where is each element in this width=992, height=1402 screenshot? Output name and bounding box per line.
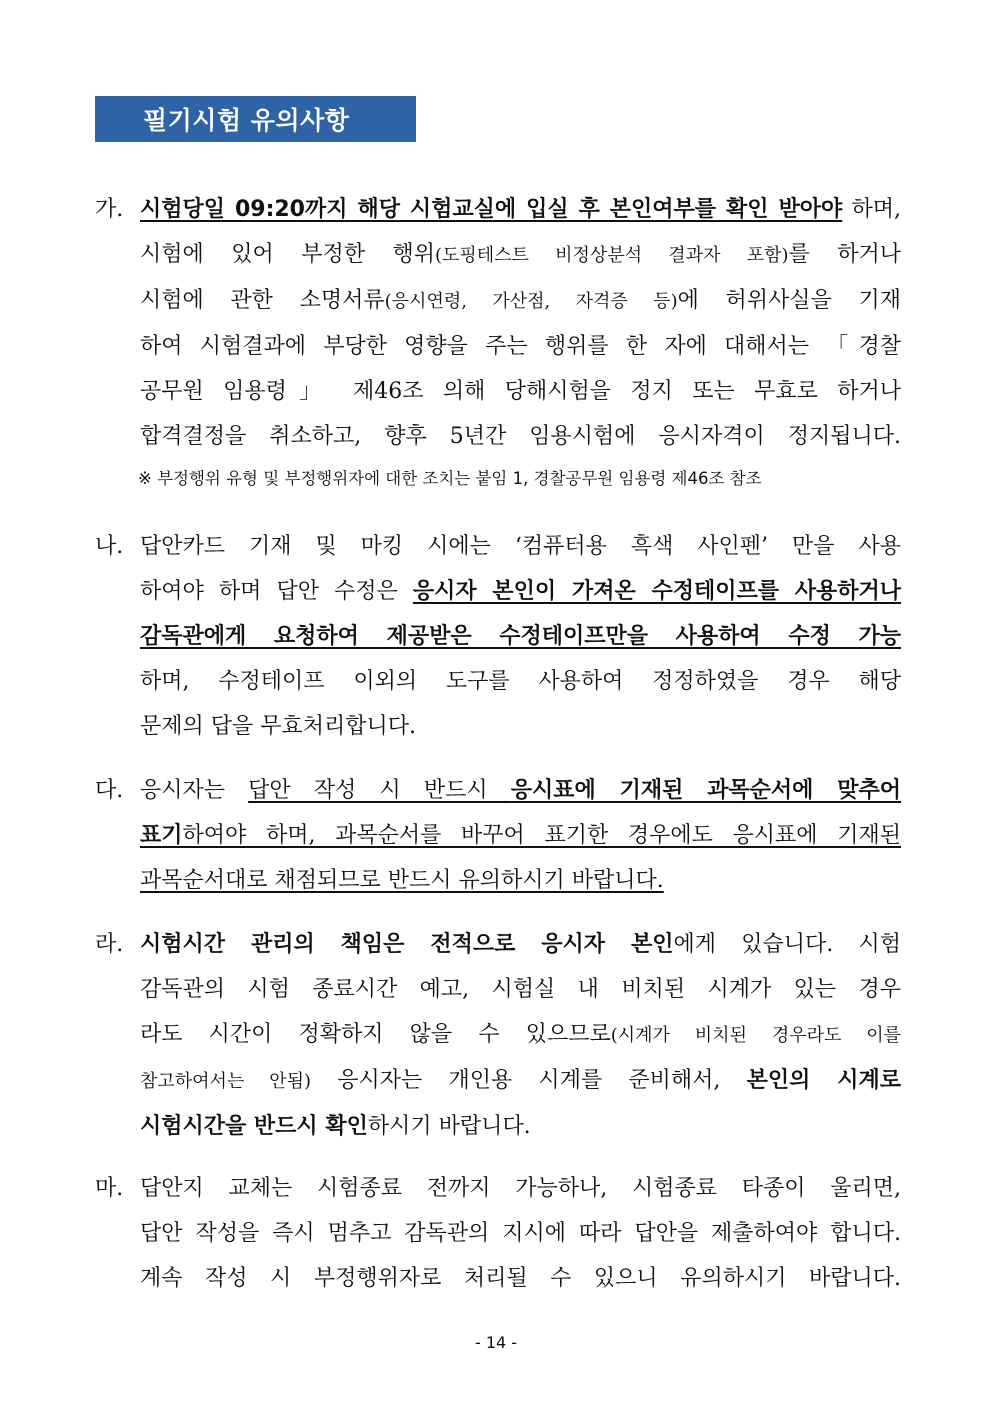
text: 응시자는 개인용 시계를 준비해서, [311, 1068, 747, 1093]
underlined-text: 과목순서대로 채점되므로 반드시 유의하시기 바랍니다. [140, 868, 664, 893]
item-line-emphasis: 감독관에게 요청하여 제공받은 수정테이프만을 사용하여 수정 가능 [140, 624, 901, 649]
item-line: 답안 작성을 즉시 멈추고 감독관의 지시에 따라 답안을 제출하여야 합니다. [140, 1221, 901, 1246]
item-na [95, 524, 901, 749]
item-line: 감독관의 시험 종료시간 예고, 시험실 내 비치된 시계가 있는 경우 [140, 977, 901, 1002]
text: 를 하거나 [788, 242, 901, 267]
text: 시험에 관한 소명서류 [140, 288, 385, 313]
text: 하시기 바랍니다. [367, 1114, 531, 1139]
emphasis-text: 시험시간을 반드시 확인 [140, 1114, 368, 1139]
item-line: 공무원 임용령」 제46조 의해 당해시험을 정지 또는 무효로 하거나 [140, 379, 901, 404]
item-line [140, 1104, 901, 1149]
item-line [140, 232, 901, 278]
item-line [140, 187, 901, 232]
item-line: 답안지 교체는 시험종료 전까지 가능하나, 시험종료 타종이 울리면, [140, 1176, 901, 1201]
item-line: 계속 작성 시 부정행위자로 처리될 수 있으니 유의하시기 바랍니다. [140, 1266, 901, 1291]
item-line [140, 768, 901, 813]
text: 하며, [842, 197, 901, 222]
item-ga [95, 187, 901, 459]
item-line [140, 1012, 901, 1058]
item-line [140, 569, 901, 614]
emphasis-text: 응시표에 기재된 과목순서에 맞추어 [510, 778, 901, 803]
small-text: (도핑테스트 비정상분석 결과자 포함) [434, 245, 789, 266]
item-da [95, 768, 901, 903]
item-marker: 다. [95, 778, 124, 803]
item-line: 답안카드 기재 및 마킹 시에는 ‘컴퓨터용 흑색 사인펜’ 만을 사용 [140, 534, 901, 559]
item-ra [95, 922, 901, 1149]
item-line [140, 813, 901, 858]
item-line [140, 858, 901, 903]
item-line: 합격결정을 취소하고, 향후 5년간 임용시험에 응시자격이 정지됩니다. [140, 424, 901, 449]
underlined-text: 답안 작성 시 반드시 [248, 778, 511, 803]
emphasis-text: 시험당일 09:20까지 해당 시험교실에 입실 후 본인여부를 확인 받아야 [140, 197, 843, 222]
item-marker: 라. [95, 932, 124, 957]
section-title: 필기시험 유의사항 [95, 96, 416, 142]
emphasis-text: 응시자 본인이 가져온 수정테이프를 사용하거나 [412, 579, 901, 604]
small-text: (시계가 비치된 경우라도 이를 [610, 1025, 902, 1046]
item-marker: 나. [95, 534, 124, 559]
text: 에 허위사실을 기재 [677, 288, 901, 313]
text: 응시자는 [140, 778, 249, 803]
text: 에게 있습니다. 시험 [673, 932, 901, 957]
text: 라도 시간이 정확하지 않을 수 있으므로 [140, 1022, 611, 1047]
item-ma [95, 1166, 901, 1301]
emphasis-text: 표기 [140, 823, 183, 848]
emphasis-text: 본인의 시계로 [746, 1068, 901, 1093]
small-text: 참고하여서는 안됨) [140, 1071, 312, 1092]
text: 하여야 하며 답안 수정은 [140, 579, 413, 604]
text: 시험에 있어 부정한 행위 [140, 242, 435, 267]
small-text: (응시연령, 가산점, 자격증 등) [384, 291, 678, 312]
item-line [140, 1058, 901, 1104]
page-number: - 14 - [474, 1333, 518, 1352]
note-text: ※ 부정행위 유형 및 부정행위자에 대한 조치는 붙임 1, 경찰공무원 임용령 제46조 참조 [138, 469, 762, 488]
item-line: 하며, 수정테이프 이외의 도구를 사용하여 정정하였을 경우 해당 [140, 669, 901, 694]
item-marker: 마. [95, 1176, 124, 1201]
item-line: 하여 시험결과에 부당한 영향을 주는 행위를 한 자에 대해서는 「경찰 [140, 334, 901, 359]
item-line [140, 278, 901, 324]
underlined-text: 하여야 하며, 과목순서를 바꾸어 표기한 경우에도 응시표에 기재된 [182, 823, 901, 848]
item-line: 문제의 답을 무효처리합니다. [140, 714, 417, 739]
item-line [140, 922, 901, 967]
item-marker: 가. [95, 197, 124, 222]
emphasis-text: 시험시간 관리의 책임은 전적으로 응시자 본인 [140, 932, 674, 957]
